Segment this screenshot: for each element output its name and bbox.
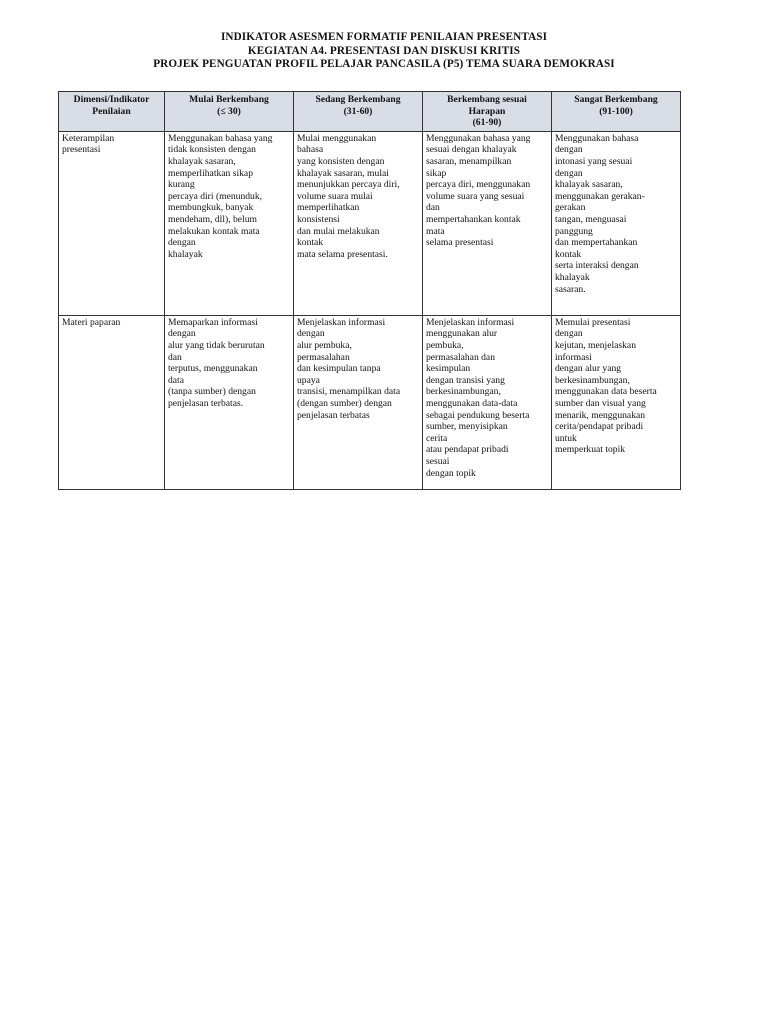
rubric-description-cell [423,131,552,315]
header-text-line: Mulai Berkembang [189,94,269,105]
description-text-line: (tanpa sumber) dengan [168,386,256,398]
description-text-line: alur yang tidak berurutan [168,339,265,351]
description-text-line: terputus, menggunakan [168,363,258,375]
description-text-line: kesimpulan [426,363,471,375]
description-text-line: pembuka, [426,339,464,351]
description-text-line: sumber, menyisipkan [426,421,508,433]
description-text-line: transisi, menampilkan data [297,386,401,398]
description-text-line: gerakan [555,202,586,214]
description-text-line: serta interaksi dengan [555,260,639,272]
description-text-line: Menggunakan bahasa yang [426,132,531,144]
header-text-line: (31-60) [343,105,373,117]
description-text-line: intonasi yang sesuai [555,155,633,167]
header-text-line: Sangat Berkembang [574,94,658,105]
description-text-line: berkesinambungan, [555,374,630,386]
description-text-line: cerita/pendapat pribadi [555,421,644,433]
description-text-line: kontak [555,248,582,260]
description-text-line: dan kesimpulan tanpa [297,363,381,375]
description-text-line: dengan [168,237,196,249]
description-text-line: sesuai dengan khalayak [426,144,517,156]
description-text-line: sumber dan visual yang [555,397,646,409]
description-text-line: memperlihatkan sikap [168,167,253,179]
header-text-line: Sedang Berkembang [315,94,401,105]
description-text-line: Menjelaskan informasi [426,316,515,328]
description-text-line: membungkuk, banyak [168,202,254,214]
description-text-line: atau pendapat pribadi [426,444,509,456]
rubric-description-cell [423,315,552,489]
description-text-line: dan mempertahankan [555,237,638,249]
indicator-text-line: presentasi [62,144,101,156]
header-text-line: Berkembang sesuai [447,94,527,105]
description-text-line: dengan transisi yang [426,374,505,386]
description-text-line: sebagai pendukung beserta [426,409,530,421]
description-text-line: permasalahan dan [426,351,495,363]
rubric-description-cell [294,131,423,315]
indicator-cell [59,315,165,489]
description-text-line: menggunakan alur [426,328,498,340]
indicator-text-line: Keterampilan [62,132,115,144]
header-line-2: KEGIATAN A4. PRESENTASI DAN DISKUSI KRITIS [247,44,521,57]
description-text-line: dengan [555,144,583,156]
header-sangat-berkembang [552,92,681,132]
description-text-line: penjelasan terbatas. [168,397,244,409]
description-text-line: Memaparkan informasi [168,316,258,328]
description-text-line: dengan [555,328,583,340]
header-text-line: (≤ 30) [217,105,241,117]
description-text-line: mata [426,225,445,237]
header-mulai-berkembang [165,92,294,132]
header-dimensi-indikator [59,92,165,132]
header-text-line: (91-100) [599,105,633,117]
description-text-line: dan mulai melakukan [297,225,380,237]
description-text-line: kontak [297,237,324,249]
header-text-line: Penilaian [92,105,131,117]
indicator-text-line: Materi paparan [62,316,121,328]
description-text-line: menggunakan data beserta [555,386,657,398]
description-text-line: berkesinambungan, [426,386,501,398]
description-text-line: percaya diri, menggunakan [426,179,531,191]
description-text-line: percaya diri (menunduk, [168,190,263,202]
rubric-description-cell [165,131,294,315]
header-line-1: INDIKATOR ASESMEN FORMATIF PENILAIAN PRESENTASI [220,31,548,43]
description-text-line: volume suara mulai [297,190,373,202]
description-text-line: untuk [555,432,577,444]
description-text-line: penjelasan terbatas [297,409,370,421]
description-text-line: bahasa [297,144,324,156]
description-text-line: menggunakan gerakan- [555,190,645,202]
description-text-line: dengan topik [426,467,476,479]
table-row [59,315,681,489]
rubric-description-cell [552,131,681,315]
description-text-line: melakukan kontak mata [168,225,260,237]
description-text-line: menggunakan data-data [426,397,518,409]
description-text-line: dengan [555,167,583,179]
table-header-row [59,92,681,132]
description-text-line: menunjukkan percaya diri, [297,179,400,191]
description-text-line: Menggunakan bahasa [555,132,639,144]
description-text-line: Menggunakan bahasa yang [168,132,273,144]
description-text-line: mendeham, dll), belum [168,213,257,225]
rubric-description-cell [165,315,294,489]
description-text-line: Memulai presentasi [555,316,631,328]
description-text-line: informasi [555,351,592,363]
description-text-line: kurang [168,179,195,191]
description-text-line: mempertahankan kontak [426,213,521,225]
description-text-line: khalayak [168,248,203,260]
header-line-3: PROJEK PENGUATAN PROFIL PELAJAR PANCASILA (P5) TEMA SUARA DEMOKRASI [153,58,615,70]
header-text-line: Dimensi/Indikator [73,94,150,105]
document-header [0,31,768,72]
description-text-line: memperkuat topik [555,444,626,456]
description-text-line: tangan, menguasai [555,213,627,225]
indicator-cell [59,131,165,315]
description-text-line: memperlihatkan [297,202,360,214]
header-text-line: (61-90) [472,117,502,129]
header-berkembang-sesuai-harapan [423,92,552,132]
description-text-line: Menjelaskan informasi [297,316,386,328]
description-text-line: cerita [426,432,448,444]
description-text-line: menarik, menggunakan [555,409,646,421]
table-body [59,131,681,489]
description-text-line: dengan [168,328,196,340]
rubric-description-cell [552,315,681,489]
description-text-line: alur pembuka, [297,339,352,351]
description-text-line: sesuai [426,455,450,467]
description-text-line: dengan alur yang [555,363,622,375]
description-text-line: dan [168,351,182,363]
rubric-description-cell [294,315,423,489]
description-text-line: permasalahan [297,351,350,363]
description-text-line: khalayak sasaran, mulai [297,167,389,179]
description-text-line: selama presentasi [426,237,494,249]
description-text-line: khalayak [555,271,590,283]
description-text-line: tidak konsisten dengan [168,144,256,156]
description-text-line: Mulai menggunakan [297,132,377,144]
description-text-line: upaya [297,374,320,386]
description-text-line: konsistensi [297,213,340,225]
description-text-line: khalayak sasaran, [168,155,236,167]
description-text-line: (dengan sumber) dengan [297,397,392,409]
description-text-line: data [168,374,184,386]
description-text-line: dan [426,202,440,214]
description-text-line: kejutan, menjelaskan [555,339,636,351]
description-text-line: sasaran. [555,283,586,295]
header-text-line: Harapan [468,105,506,117]
description-text-line: mata selama presentasi. [297,248,388,260]
description-text-line: sasaran, menampilkan [426,155,512,167]
description-text-line: dengan [297,328,325,340]
assessment-rubric-table [58,91,681,490]
description-text-line: panggung [555,225,593,237]
description-text-line: volume suara yang sesuai [426,190,525,202]
description-text-line: sikap [426,167,447,179]
table-row [59,131,681,315]
description-text-line: yang konsisten dengan [297,155,385,167]
description-text-line: khalayak sasaran, [555,179,623,191]
header-sedang-berkembang [294,92,423,132]
